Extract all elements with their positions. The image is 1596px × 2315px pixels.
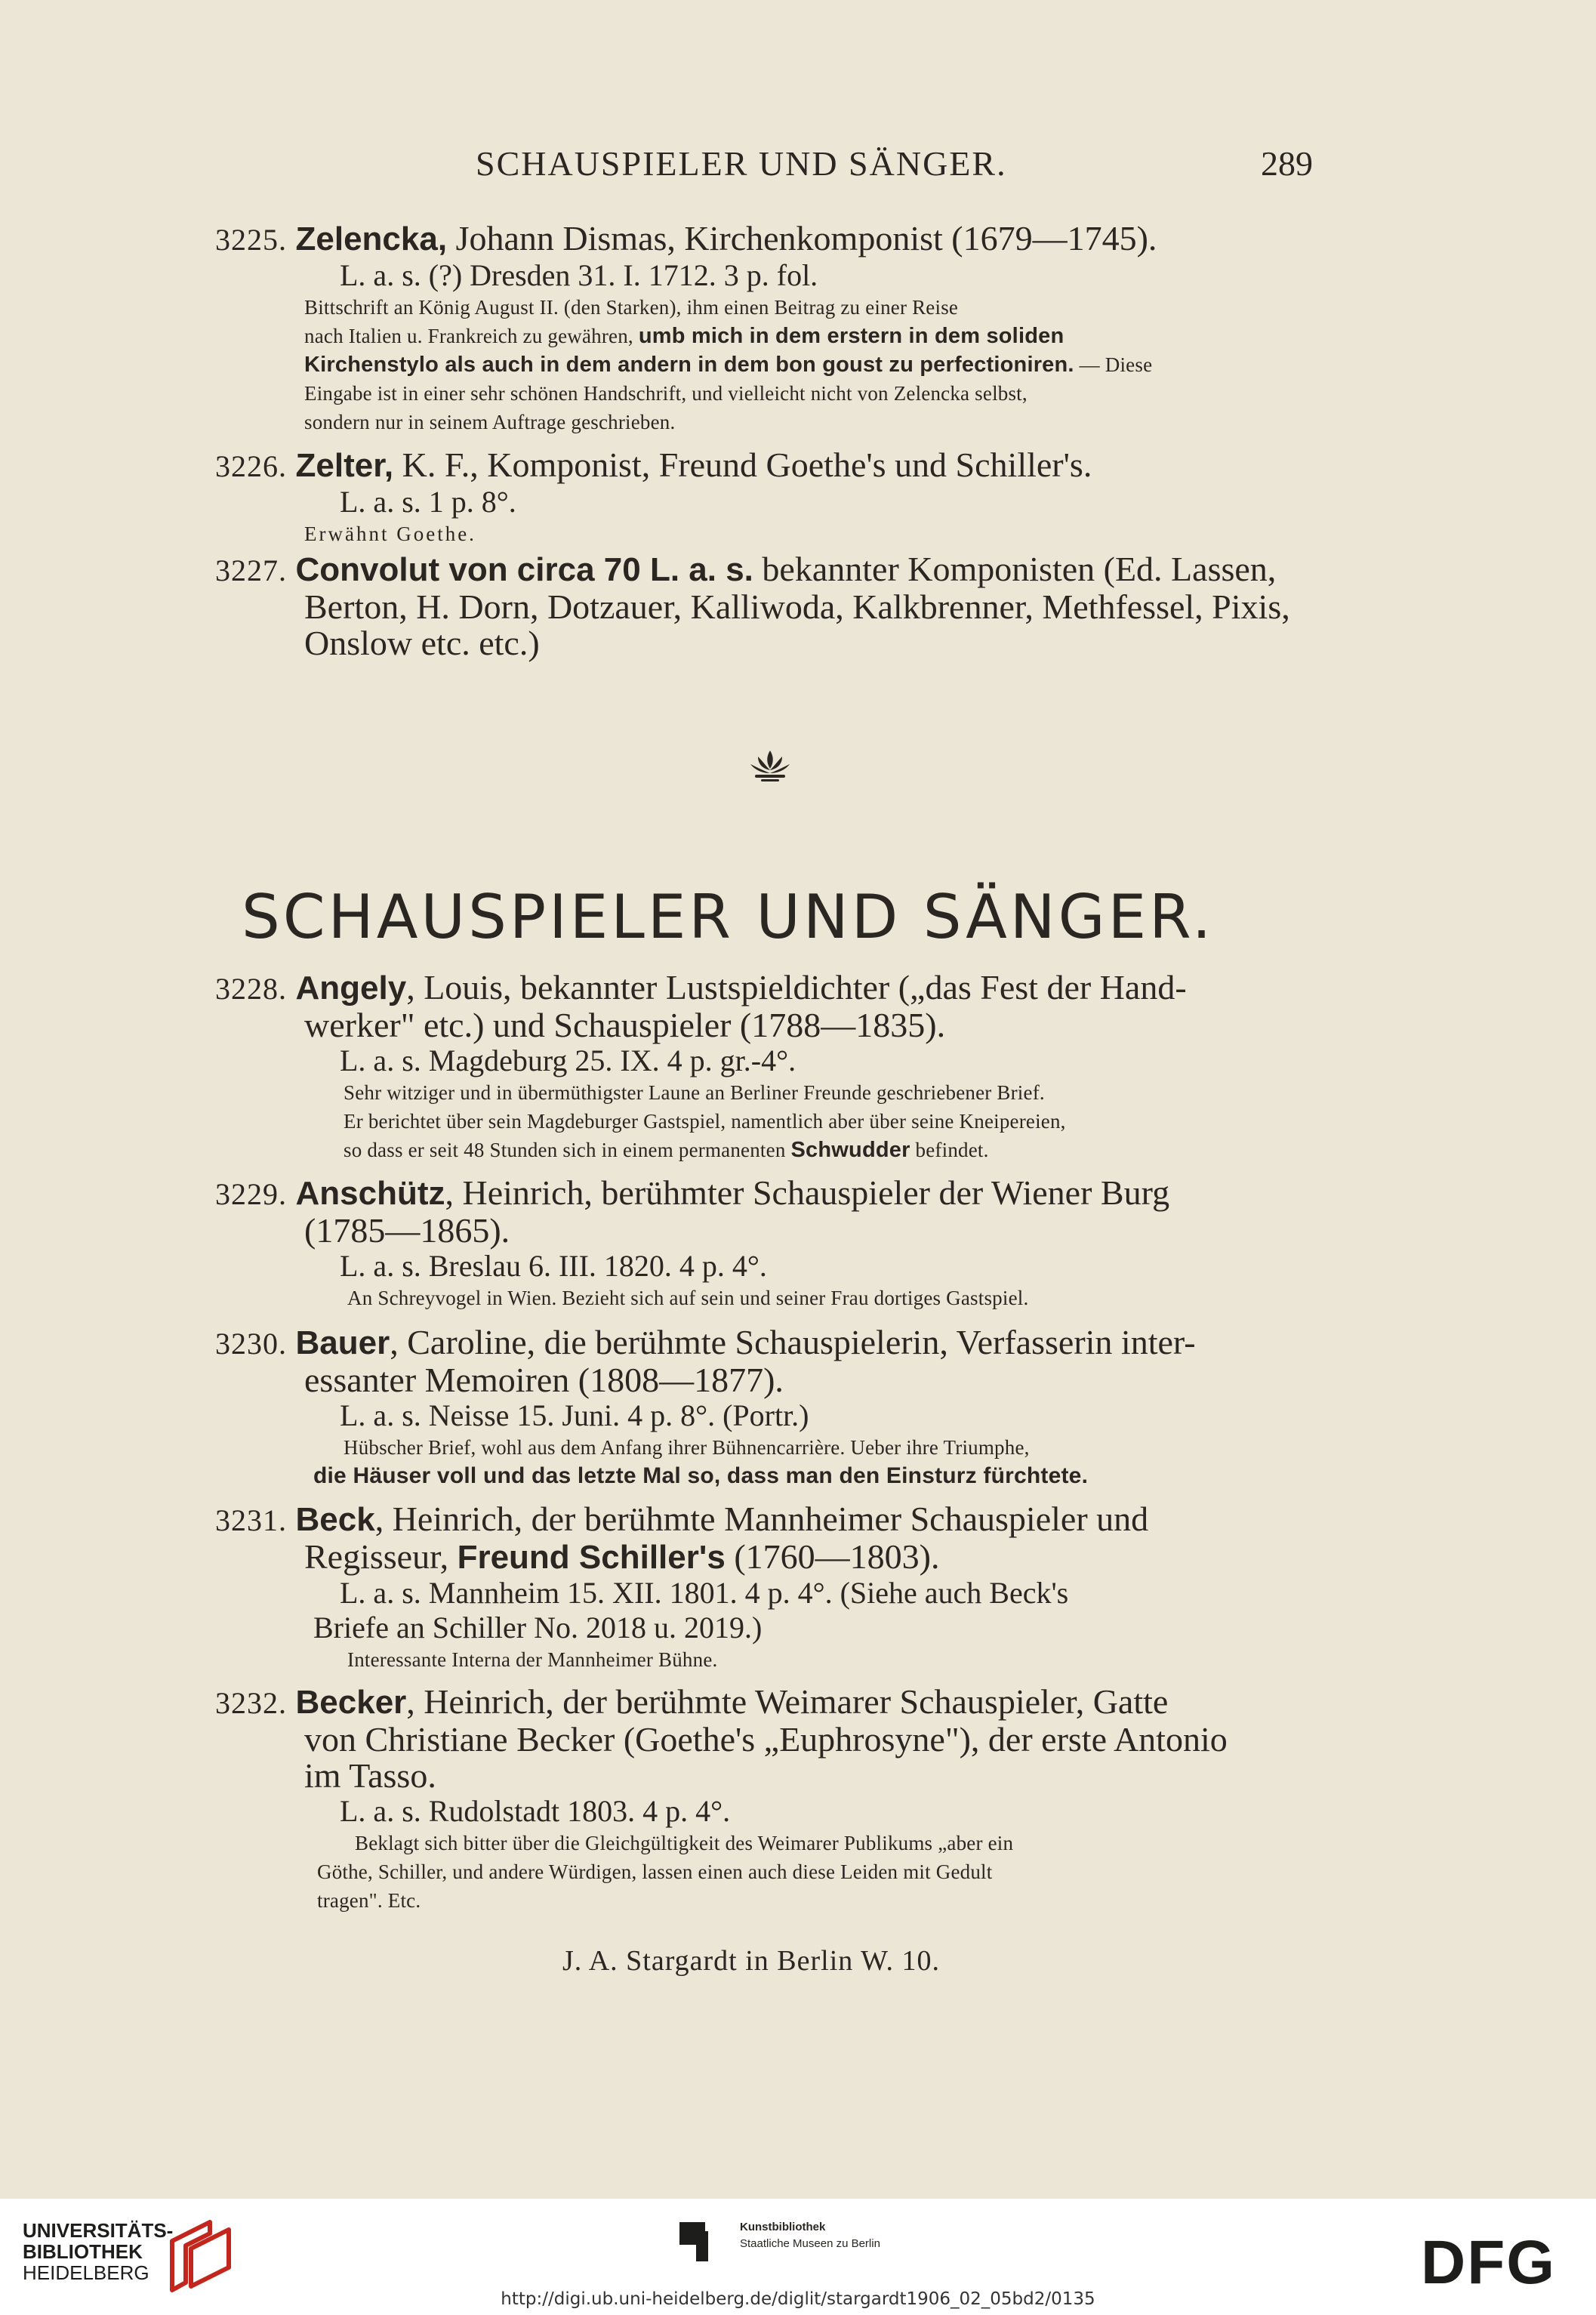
entry-details: L. a. s. Mannheim 15. XII. 1801. 4 p. 4°. (Siehe auch Beck's bbox=[340, 1576, 1069, 1610]
entry-details: L. a. s. Neisse 15. Juni. 4 p. 8°. (Portr.) bbox=[340, 1398, 809, 1432]
entry-note-line: Eingabe ist in einer sehr schönen Handschrift, und vielleicht nicht von Zelencka selbst, bbox=[304, 382, 1028, 405]
entry-name: Becker bbox=[295, 1684, 407, 1721]
catalog-entry-3226 bbox=[215, 447, 1329, 548]
page-number: 289 bbox=[1261, 144, 1313, 183]
entry-name: Zelter, bbox=[295, 447, 394, 484]
entry-number: 3229. bbox=[215, 1177, 287, 1211]
entry-note-line: Beklagt sich bitter über die Gleichgültigkeit des Weimarer Publikums „aber ein bbox=[355, 1832, 1014, 1854]
entry-note-quote: Kirchenstylo als auch in dem andern in dem bon goust zu perfectioniren. bbox=[304, 353, 1074, 377]
entry-title-text: (1760—1803). bbox=[734, 1537, 940, 1576]
kunstbibliothek-mark-icon bbox=[679, 2216, 725, 2261]
entry-number: 3231. bbox=[215, 1503, 287, 1537]
publisher-line: J. A. Stargardt in Berlin W. 10. bbox=[562, 1945, 940, 1977]
entry-note-line: Bittschrift an König August II. (den Starken), ihm einen Beitrag zu einer Reise bbox=[304, 296, 959, 319]
entry-details: L. a. s. (?) Dresden 31. I. 1712. 3 p. fol. bbox=[340, 258, 818, 292]
dfg-logo[interactable]: DFG bbox=[1421, 2228, 1557, 2297]
entry-name: Angely bbox=[295, 969, 407, 1006]
catalog-entry-3229 bbox=[215, 1175, 1329, 1312]
entry-note-line: sondern nur in seinem Auftrage geschrieben. bbox=[304, 411, 676, 433]
entry-title: , Heinrich, berühmter Schauspieler der Wiener Burg bbox=[445, 1173, 1170, 1212]
entry-title: , Louis, bekannter Lustspieldichter („das Fest der Hand- bbox=[406, 968, 1187, 1006]
entry-name: Beck bbox=[295, 1501, 375, 1538]
entry-details: Briefe an Schiller No. 2018 u. 2019.) bbox=[313, 1611, 763, 1645]
entry-note-line: Interessante Interna der Mannheimer Bühne. bbox=[347, 1648, 718, 1671]
entry-name: Bauer bbox=[295, 1324, 390, 1361]
ub-logo-line: BIBLIOTHEK bbox=[23, 2240, 143, 2263]
lotus-ornament-icon bbox=[747, 746, 793, 784]
catalog-entry-3227 bbox=[215, 551, 1329, 661]
entry-note-line: An Schreyvogel in Wien. Bezieht sich auf sein und seiner Frau dortiges Gastspiel. bbox=[347, 1287, 1029, 1309]
entry-note-text: nach Italien u. Frankreich zu gewähren, bbox=[304, 325, 633, 347]
entry-note-line: Göthe, Schiller, und andere Würdigen, lassen einen auch diese Leiden mit Gedult bbox=[317, 1860, 993, 1883]
catalog-entry-3232 bbox=[215, 1684, 1329, 1915]
entry-number: 3226. bbox=[215, 449, 287, 483]
entry-title-line: von Christiane Becker (Goethe's „Euphrosyne"), der erste Antonio bbox=[304, 1720, 1228, 1759]
entry-details: L. a. s. Rudolstadt 1803. 4 p. 4°. bbox=[340, 1794, 731, 1828]
entry-title-line: Berton, H. Dorn, Dotzauer, Kalliwoda, Kalkbrenner, Methfessel, Pixis, bbox=[304, 587, 1290, 626]
entry-title-line: werker" etc.) und Schauspieler (1788—1835). bbox=[304, 1006, 946, 1044]
entry-note-text: befindet. bbox=[915, 1139, 989, 1161]
entry-note-text: — Diese bbox=[1074, 353, 1153, 376]
entry-title: Johann Dismas, Kirchenkomponist (1679—1745). bbox=[455, 219, 1157, 257]
entry-details: L. a. s. 1 p. 8°. bbox=[340, 485, 516, 519]
entry-number: 3228. bbox=[215, 972, 287, 1006]
entry-title: K. F., Komponist, Freund Goethe's und Schiller's. bbox=[402, 445, 1092, 484]
entry-title-line: essanter Memoiren (1808—1877). bbox=[304, 1361, 784, 1399]
entry-name: Convolut von circa 70 L. a. s. bbox=[295, 551, 753, 588]
entry-title: , Heinrich, der berühmte Mannheimer Schauspieler und bbox=[374, 1500, 1149, 1538]
catalog-entry-3228 bbox=[215, 969, 1329, 1164]
kunstbibliothek-subtitle: Staatliche Museen zu Berlin bbox=[740, 2237, 880, 2250]
entry-note-quote: umb mich in dem erstern in dem soliden bbox=[638, 324, 1065, 348]
entry-title-text: Regisseur, bbox=[304, 1537, 449, 1576]
catalog-entry-3225 bbox=[215, 220, 1329, 436]
entry-title: , Caroline, die berühmte Schauspielerin, Verfasserin inter- bbox=[390, 1323, 1196, 1361]
entry-name: Zelencka, bbox=[295, 220, 448, 257]
kunstbibliothek-logo[interactable] bbox=[679, 2216, 880, 2265]
entry-number: 3225. bbox=[215, 223, 287, 257]
entry-name: Anschütz bbox=[295, 1175, 445, 1212]
catalog-entry-3231 bbox=[215, 1501, 1329, 1674]
entry-number: 3227. bbox=[215, 553, 287, 587]
entry-number: 3230. bbox=[215, 1327, 287, 1361]
entry-title: bekannter Komponisten (Ed. Lassen, bbox=[762, 550, 1277, 588]
entry-note-line: Hübscher Brief, wohl aus dem Anfang ihrer Bühnencarrière. Ueber ihre Triumphe, bbox=[344, 1436, 1030, 1459]
entry-note-line: tragen". Etc. bbox=[317, 1889, 421, 1912]
catalog-entry-3230 bbox=[215, 1324, 1329, 1490]
ub-heidelberg-logo[interactable] bbox=[23, 2220, 173, 2283]
permalink-url[interactable]: http://digi.ub.uni-heidelberg.de/diglit/stargardt1906_02_05bd2/0135 bbox=[501, 2289, 1095, 2309]
ub-logo-line: HEIDELBERG bbox=[23, 2261, 149, 2284]
entry-note-quote: Schwudder bbox=[790, 1138, 910, 1162]
entry-title-line: Onslow etc. etc.) bbox=[304, 624, 540, 662]
entry-details: L. a. s. Magdeburg 25. IX. 4 p. gr.-4°. bbox=[340, 1043, 796, 1077]
ub-logo-line: UNIVERSITÄTS- bbox=[23, 2219, 174, 2242]
entry-number: 3232. bbox=[215, 1686, 287, 1720]
entry-title: , Heinrich, der berühmte Weimarer Schauspieler, Gatte bbox=[406, 1682, 1169, 1721]
entry-title-highlight: Freund Schiller's bbox=[457, 1539, 726, 1576]
ub-logo-mark-icon bbox=[157, 2218, 240, 2294]
running-head-title: SCHAUSPIELER UND SÄNGER. bbox=[476, 144, 1007, 183]
entry-note-line: Er berichtet über sein Magdeburger Gastspiel, namentlich aber über seine Kneipereien, bbox=[344, 1110, 1066, 1133]
entry-details: L. a. s. Breslau 6. III. 1820. 4 p. 4°. bbox=[340, 1249, 767, 1283]
section-title: SCHAUSPIELER UND SÄNGER. bbox=[242, 882, 1215, 952]
entry-note-line: Erwähnt Goethe. bbox=[304, 522, 476, 545]
entry-note-line: Sehr witziger und in übermüthigster Laune an Berliner Freunde geschriebener Brief. bbox=[344, 1081, 1045, 1104]
entry-note-quote: die Häuser voll und das letzte Mal so, dass man den Einsturz fürchtete. bbox=[313, 1463, 1089, 1488]
entry-title-line: im Tasso. bbox=[304, 1756, 436, 1795]
kunstbibliothek-name: Kunstbibliothek bbox=[740, 2221, 826, 2233]
entry-title-line: (1785—1865). bbox=[304, 1211, 510, 1250]
entry-note-text: so dass er seit 48 Stunden sich in einem permanenten bbox=[344, 1139, 786, 1161]
